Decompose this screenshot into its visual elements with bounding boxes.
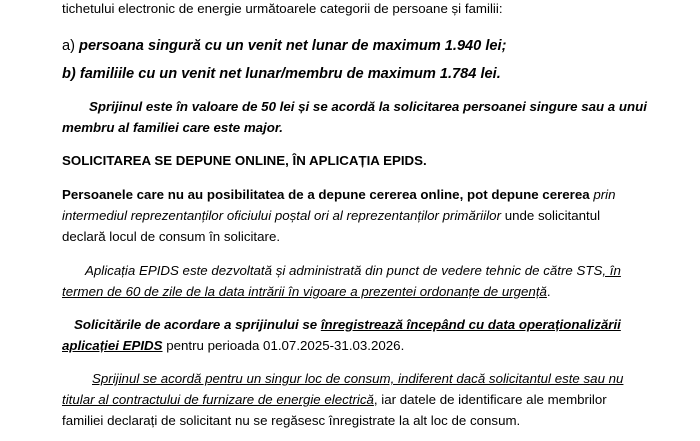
item-a: a) persoana singură cu un venit net lunar de maximum 1.940 lei; xyxy=(62,38,507,54)
consumption-line-2: titular al contractului de furnizare de energie electrică, iar datele de identificare ale membrilor xyxy=(62,392,607,407)
epids-line-1: Aplicația EPIDS este dezvoltată și administrată din punct de vedere tehnic de către STS, în xyxy=(85,263,621,278)
consumption-line-1: Sprijinul se acordă pentru un singur loc de consum, indiferent dacă solicitantul este sau nu xyxy=(92,371,624,386)
support-line-1: Sprijinul este în valoare de 50 lei și se acordă la solicitarea persoanei singure sau a unui xyxy=(89,99,647,114)
registration-line-1: Solicitările de acordare a sprijinului se înregistrează începând cu data operaționalizării xyxy=(74,317,621,332)
paragraph-postal-2: intermediul reprezentanților oficiului poștal ori al reprezentanților primăriilor unde solicitantul xyxy=(62,208,601,223)
intro-line: tichetului electronic de energie următoarele categorii de persoane și familii: xyxy=(62,1,503,16)
support-line-2: membru al familiei care este major. xyxy=(62,120,283,135)
consumption-line-3: familiei declarați de solicitant nu se regăsesc înregistrate la alt loc de consum. xyxy=(62,413,521,428)
online-heading: SOLICITAREA SE DEPUNE ONLINE, ÎN APLICAȚIA EPIDS. xyxy=(62,153,427,168)
item-b: b) familiile cu un venit net lunar/membru de maximum 1.784 lei. xyxy=(62,66,501,82)
paragraph-postal-1: Persoanele care nu au posibilitatea de a depune cererea online, pot depune cererea prin xyxy=(62,187,616,202)
paragraph-postal-3: declară locul de consum în solicitare. xyxy=(62,229,281,244)
registration-line-2: aplicației EPIDS pentru perioada 01.07.2025-31.03.2026. xyxy=(62,338,405,353)
epids-line-2: termen de 60 de zile de la data intrării în vigoare a prezentei ordonanțe de urgență. xyxy=(62,284,551,299)
